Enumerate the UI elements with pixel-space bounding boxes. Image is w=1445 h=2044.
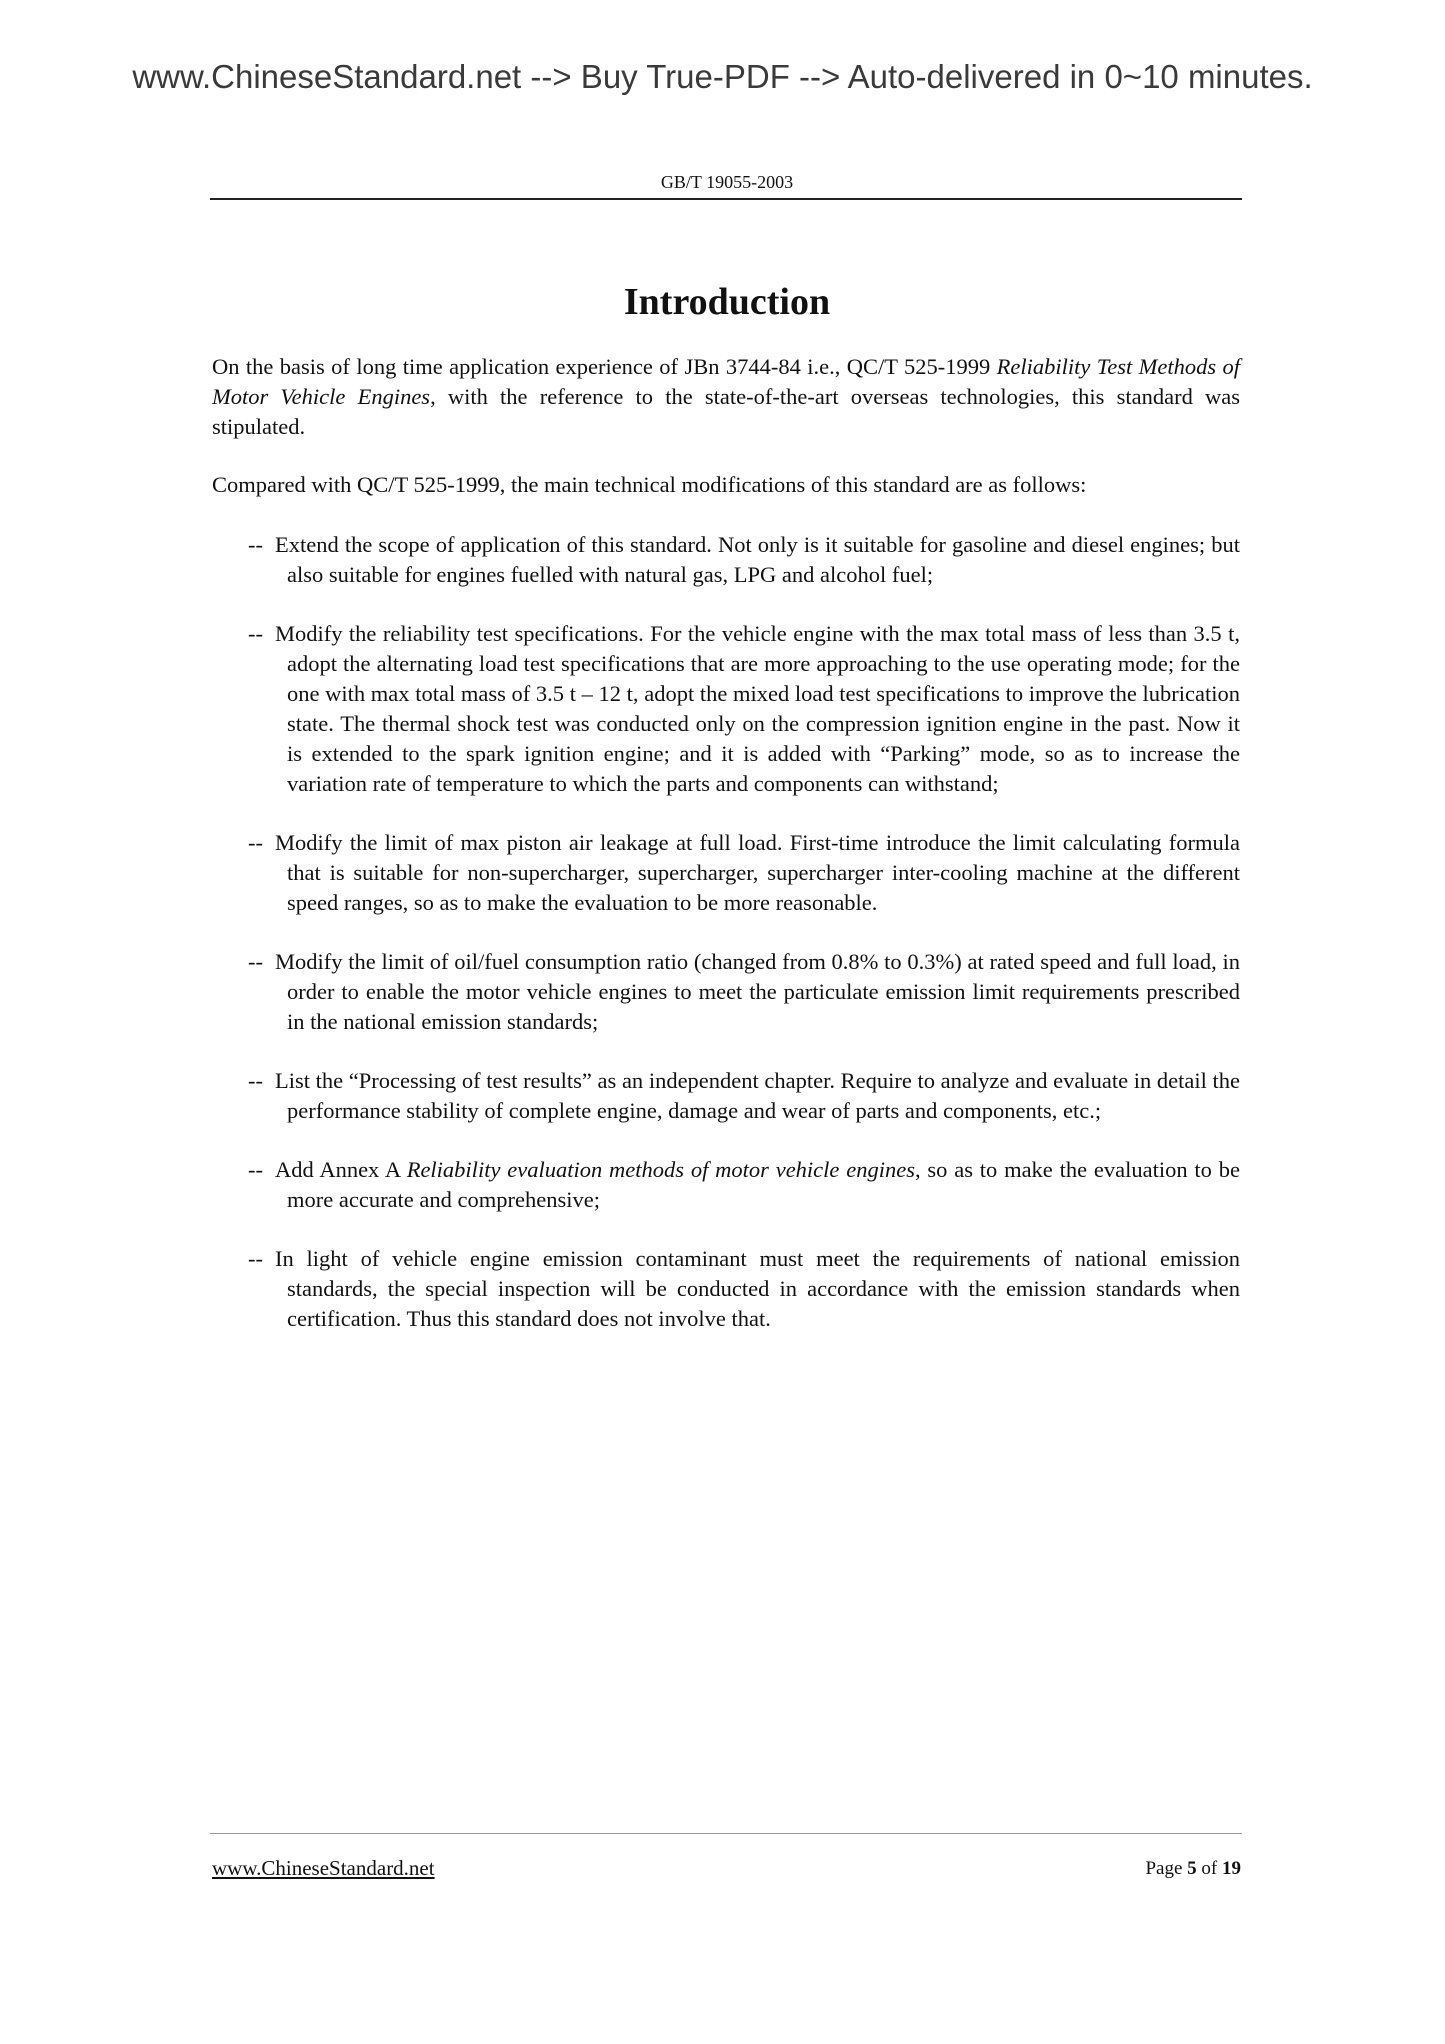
intro-text-after: , with the reference to the state-of-the-art overseas technologies, this standard was stipulated.	[212, 384, 1240, 439]
annex-text-after: , so as to make the evaluation to be more accurate and comprehensive;	[287, 1157, 1240, 1212]
dash-bullet: --	[248, 621, 263, 646]
list-item	[248, 530, 1240, 590]
page-number	[1145, 1858, 1241, 1880]
dash-bullet: --	[248, 1157, 263, 1182]
list-item	[248, 1066, 1240, 1126]
modifications-lead: Compared with QC/T 525-1999, the main technical modifications of this standard are as follows:	[212, 472, 1087, 497]
list-item-text: Modify the reliability test specifications. For the vehicle engine with the max total mass of less than 3.5 t, adopt the alternating load test specifications that are more approaching to the use operating mode; for the one with max total mass of 3.5 t – 12 t, adopt the mixed load test specifications to improve the lubrication state. The thermal shock test was conducted only on the compression ignition engine in the past. Now it is extended to the spark ignition engine; and it is added with “Parking” mode, so as to increase the variation rate of temperature to which the parts and components can withstand;	[275, 621, 1240, 796]
list-item-text: Modify the limit of max piston air leakage at full load. First-time introduce the limit calculating formula that is suitable for non-supercharger, supercharger, supercharger inter-cooling machine at the different speed ranges, so as to make the evaluation to be more reasonable.	[275, 830, 1240, 915]
intro-paragraph	[212, 352, 1240, 442]
header-divider	[210, 198, 1242, 200]
annex-text-italic: Reliability evaluation methods of motor vehicle engines	[406, 1157, 915, 1182]
list-item	[248, 828, 1240, 918]
document-body	[212, 352, 1240, 1363]
dash-bullet: --	[248, 532, 263, 557]
list-item	[248, 619, 1240, 799]
list-item-text: In light of vehicle engine emission contaminant must meet the requirements of national emission standards, the special inspection will be conducted in accordance with the emission standards when certification. Thus this standard does not involve that.	[275, 1246, 1240, 1331]
page-of: of	[1201, 1858, 1218, 1879]
dash-bullet: --	[248, 1068, 263, 1093]
list-item	[248, 947, 1240, 1037]
running-header-standard-code: GB/T 19055-2003	[660, 172, 794, 192]
list-item-text: List the “Processing of test results” as an independent chapter. Require to analyze and evaluate in detail the performance stability of complete engine, damage and wear of parts and components, etc.;	[275, 1068, 1240, 1123]
intro-text-italic: Reliability Test Methods of Motor Vehicle Engines	[212, 354, 1241, 409]
page-total: 19	[1222, 1858, 1241, 1879]
page-current: 5	[1187, 1858, 1197, 1879]
list-item-text: Extend the scope of application of this standard. Not only is it suitable for gasoline and diesel engines; but also suitable for engines fuelled with natural gas, LPG and alcohol fuel;	[275, 532, 1240, 587]
dash-bullet: --	[248, 949, 263, 974]
modifications-list	[212, 530, 1240, 1334]
list-item-text: Modify the limit of oil/fuel consumption ratio (changed from 0.8% to 0.3%) at rated speed and full load, in order to enable the motor vehicle engines to meet the particulate emission limit requirements prescribed in the national emission standards;	[275, 949, 1240, 1034]
promo-banner: www.ChineseStandard.net --> Buy True-PDF --> Auto-delivered in 0~10 minutes.	[132, 58, 1313, 95]
intro-text-before: On the basis of long time application experience of JBn 3744-84 i.e., QC/T 525-1999	[212, 354, 997, 379]
footer-site-link[interactable]: www.ChineseStandard.net	[212, 1856, 435, 1880]
annex-text-before: Add Annex A	[275, 1157, 407, 1182]
page-word: Page	[1145, 1858, 1183, 1879]
list-item-annex	[248, 1155, 1240, 1215]
dash-bullet: --	[248, 830, 263, 855]
dash-bullet: --	[248, 1246, 263, 1271]
list-item	[248, 1244, 1240, 1334]
page-title: Introduction	[623, 281, 831, 323]
footer-divider	[210, 1833, 1242, 1834]
